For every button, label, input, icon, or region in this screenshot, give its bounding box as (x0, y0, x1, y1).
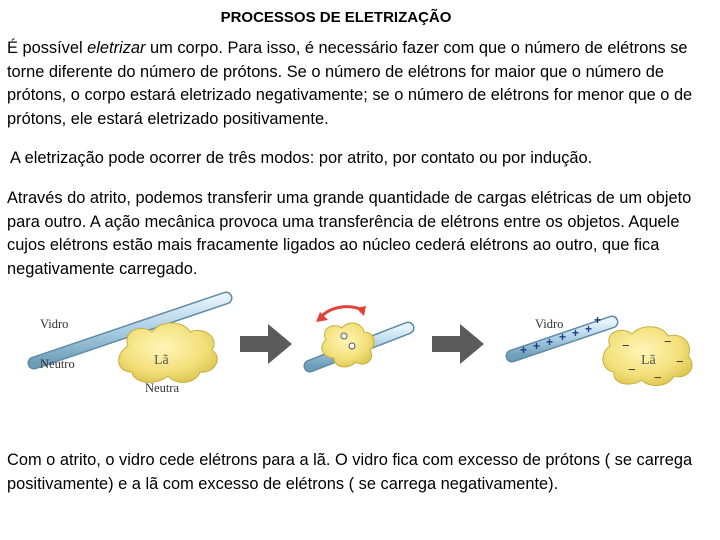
label-glass-after: Vidro (535, 317, 564, 331)
panel-charged (512, 313, 692, 386)
arrow-right-icon-2 (432, 324, 484, 364)
friction-illustration (0, 288, 720, 438)
svg-text:+: + (533, 339, 541, 353)
label-wool-after: Lã (641, 353, 656, 368)
paragraph-modes: A eletrização pode ocorrer de três modos: por atrito, por contato ou por indução. (10, 149, 593, 167)
svg-text:+: + (546, 335, 554, 349)
intro-italic-word: eletrizar (87, 39, 146, 57)
paragraph-conclusion: Com o atrito, o vidro cede elétrons para a lã. O vidro fica com excesso de prótons ( se carrega positivamente) e a lã com excesso de elétrons ( se carrega negativamente). (7, 451, 693, 493)
arrow-right-icon (240, 324, 292, 364)
panel-neutral (34, 298, 226, 395)
label-glass: Vidro (40, 317, 69, 331)
svg-text:+: + (594, 313, 602, 327)
label-wool: Lã (154, 353, 169, 368)
label-neutral-f: Neutra (145, 381, 180, 395)
svg-text:−: − (676, 354, 684, 369)
svg-text:−: − (654, 370, 662, 385)
paragraph-friction: Através do atrito, podemos transferir uma grande quantidade de cargas elétricas de um objeto para outro. A ação mecânica provoca uma transferência de elétrons entre os objetos. Aquele cujos elétrons estão mais fracamente ligados ao núcleo cederá elétrons ao outro, que fica negativamente carregado. (7, 189, 692, 278)
paragraph-intro (7, 37, 713, 131)
label-neutral-m: Neutro (40, 357, 75, 371)
svg-text:+: + (520, 343, 528, 357)
svg-text:−: − (664, 334, 672, 349)
page-title: PROCESSOS DE ELETRIZAÇÃO (220, 9, 452, 26)
svg-text:−: − (628, 362, 636, 377)
svg-text:−: − (622, 338, 630, 353)
svg-text:+: + (585, 322, 593, 336)
svg-text:+: + (572, 326, 580, 340)
svg-text:+: + (559, 330, 567, 344)
panel-rubbing (310, 306, 408, 367)
intro-text-start: É possível (7, 39, 88, 57)
intro-text-end: um corpo. Para isso, é necessário fazer com que o número de elétrons se torne diferente do número de prótons. Se o número de elétrons for maior que o número de prótons, o corpo estará eletrizado negativamente; se o número de elétrons for menor que o de prótons, ele estará eletrizado positivamente. (7, 39, 693, 128)
motion-arrow-icon (320, 307, 362, 318)
